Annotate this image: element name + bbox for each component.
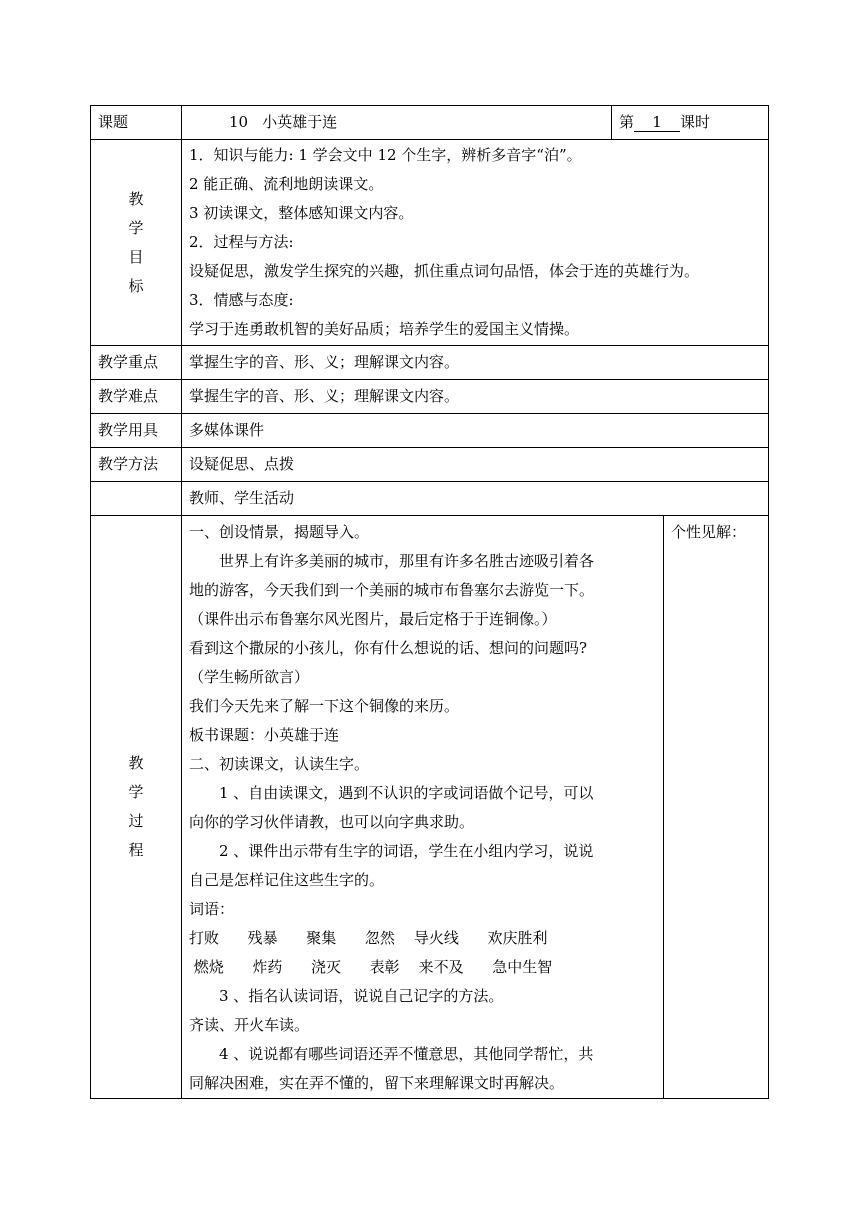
tools-value: 多媒体课件	[182, 414, 769, 448]
process-label-char: 过	[128, 812, 144, 830]
process-label-char: 程	[128, 841, 144, 859]
objectives-content	[182, 140, 769, 346]
objective-line: 3 初读课文，整体感知课文内容。	[189, 204, 414, 222]
notes-cell	[664, 516, 769, 1099]
process-line: （学生畅所欲言）	[189, 668, 310, 686]
process-label	[91, 516, 182, 1099]
methods-value: 设疑促思、点拨	[182, 448, 769, 482]
process-line: 看到这个撒尿的小孩儿，你有什么想说的话、想问的问题吗?	[189, 639, 588, 657]
objective-line: 2．过程与方法:	[189, 233, 294, 251]
process-line: 1 、自由读课文，遇到不认识的字或词语做个记号，可以	[219, 784, 594, 802]
process-label-char: 教	[128, 754, 144, 772]
lesson-plan-table	[90, 105, 769, 1099]
objectives-label-char: 教	[128, 189, 144, 208]
key-points-value: 掌握生字的音、形、义；理解课文内容。	[182, 346, 769, 380]
methods-label: 教学方法	[91, 448, 182, 482]
process-line: 3 、指名认读词语，说说自己记字的方法。	[219, 987, 504, 1005]
process-label-char: 学	[128, 783, 144, 801]
period-cell	[612, 106, 769, 140]
lesson-title: 小英雄于连	[262, 113, 338, 131]
activities-header-empty	[91, 482, 182, 516]
process-line: 向你的学习伙伴请教，也可以向字典求助。	[189, 813, 475, 831]
activities-header: 教师、学生活动	[182, 482, 769, 516]
topic-label: 课题	[91, 106, 182, 140]
objective-line: 学习于连勇敢机智的美好品质；培养学生的爱国主义情操。	[189, 320, 580, 338]
difficulties-row	[91, 380, 769, 414]
process-line: 一、创设情景，揭题导入。	[189, 523, 370, 541]
objective-line: 设疑促思，激发学生探究的兴趣，抓住重点词句品悟，体会于连的英雄行为。	[189, 262, 700, 280]
process-line: 我们今天先来了解一下这个铜像的来历。	[189, 697, 460, 715]
difficulties-label: 教学难点	[91, 380, 182, 414]
period-suffix: 课时	[680, 113, 711, 131]
process-line: 齐读、开火车读。	[189, 1016, 310, 1034]
tools-row	[91, 414, 769, 448]
process-row	[91, 516, 769, 1099]
objectives-row	[91, 140, 769, 346]
process-line: 二、初读课文，认读生字。	[189, 755, 370, 773]
objective-line: 3．情感与态度:	[189, 291, 294, 309]
process-line: 板书课题：小英雄于连	[189, 726, 340, 744]
period-value: 1	[634, 113, 680, 132]
process-line: 2 、课件出示带有生字的词语，学生在小组内学习，说说	[219, 842, 594, 860]
lesson-number: 10	[229, 113, 249, 131]
objectives-label	[91, 140, 182, 346]
period-prefix: 第	[619, 113, 635, 131]
process-line: （课件出示布鲁塞尔风光图片，最后定格于于连铜像。）	[189, 610, 557, 628]
process-line: 地的游客，今天我们到一个美丽的城市布鲁塞尔去游览一下。	[189, 581, 595, 599]
vocabulary-line: 打败 残暴 聚集 忽然 导火线 欢庆胜利	[189, 929, 548, 947]
process-line: 4 、说说都有哪些词语还弄不懂意思，其他同学帮忙，共	[219, 1045, 594, 1063]
methods-row	[91, 448, 769, 482]
process-line: 同解决困难，实在弄不懂的，留下来理解课文时再解决。	[189, 1074, 565, 1092]
objective-line: 2 能正确、流利地朗读课文。	[189, 175, 384, 193]
key-points-label: 教学重点	[91, 346, 182, 380]
tools-label: 教学用具	[91, 414, 182, 448]
topic-row	[91, 106, 769, 140]
process-content	[182, 516, 664, 1099]
activities-header-row	[91, 482, 769, 516]
process-line: 词语：	[189, 900, 235, 918]
objectives-label-char: 目	[128, 247, 144, 266]
vocabulary-line: 燃烧 炸药 浇灭 表彰 来不及 急中生智	[189, 958, 553, 976]
objectives-label-char: 学	[128, 218, 144, 237]
objectives-label-char: 标	[128, 276, 144, 295]
process-line: 自己是怎样记住这些生字的。	[189, 871, 385, 889]
notes-label: 个性见解：	[671, 523, 747, 541]
difficulties-value: 掌握生字的音、形、义；理解课文内容。	[182, 380, 769, 414]
key-points-row	[91, 346, 769, 380]
objective-line: 1．知识与能力: 1 学会文中 12 个生字，辨析多音字“泊”。	[189, 146, 582, 164]
lesson-title-cell	[182, 106, 612, 140]
process-line: 世界上有许多美丽的城市，那里有许多名胜古迹吸引着各	[219, 552, 595, 570]
